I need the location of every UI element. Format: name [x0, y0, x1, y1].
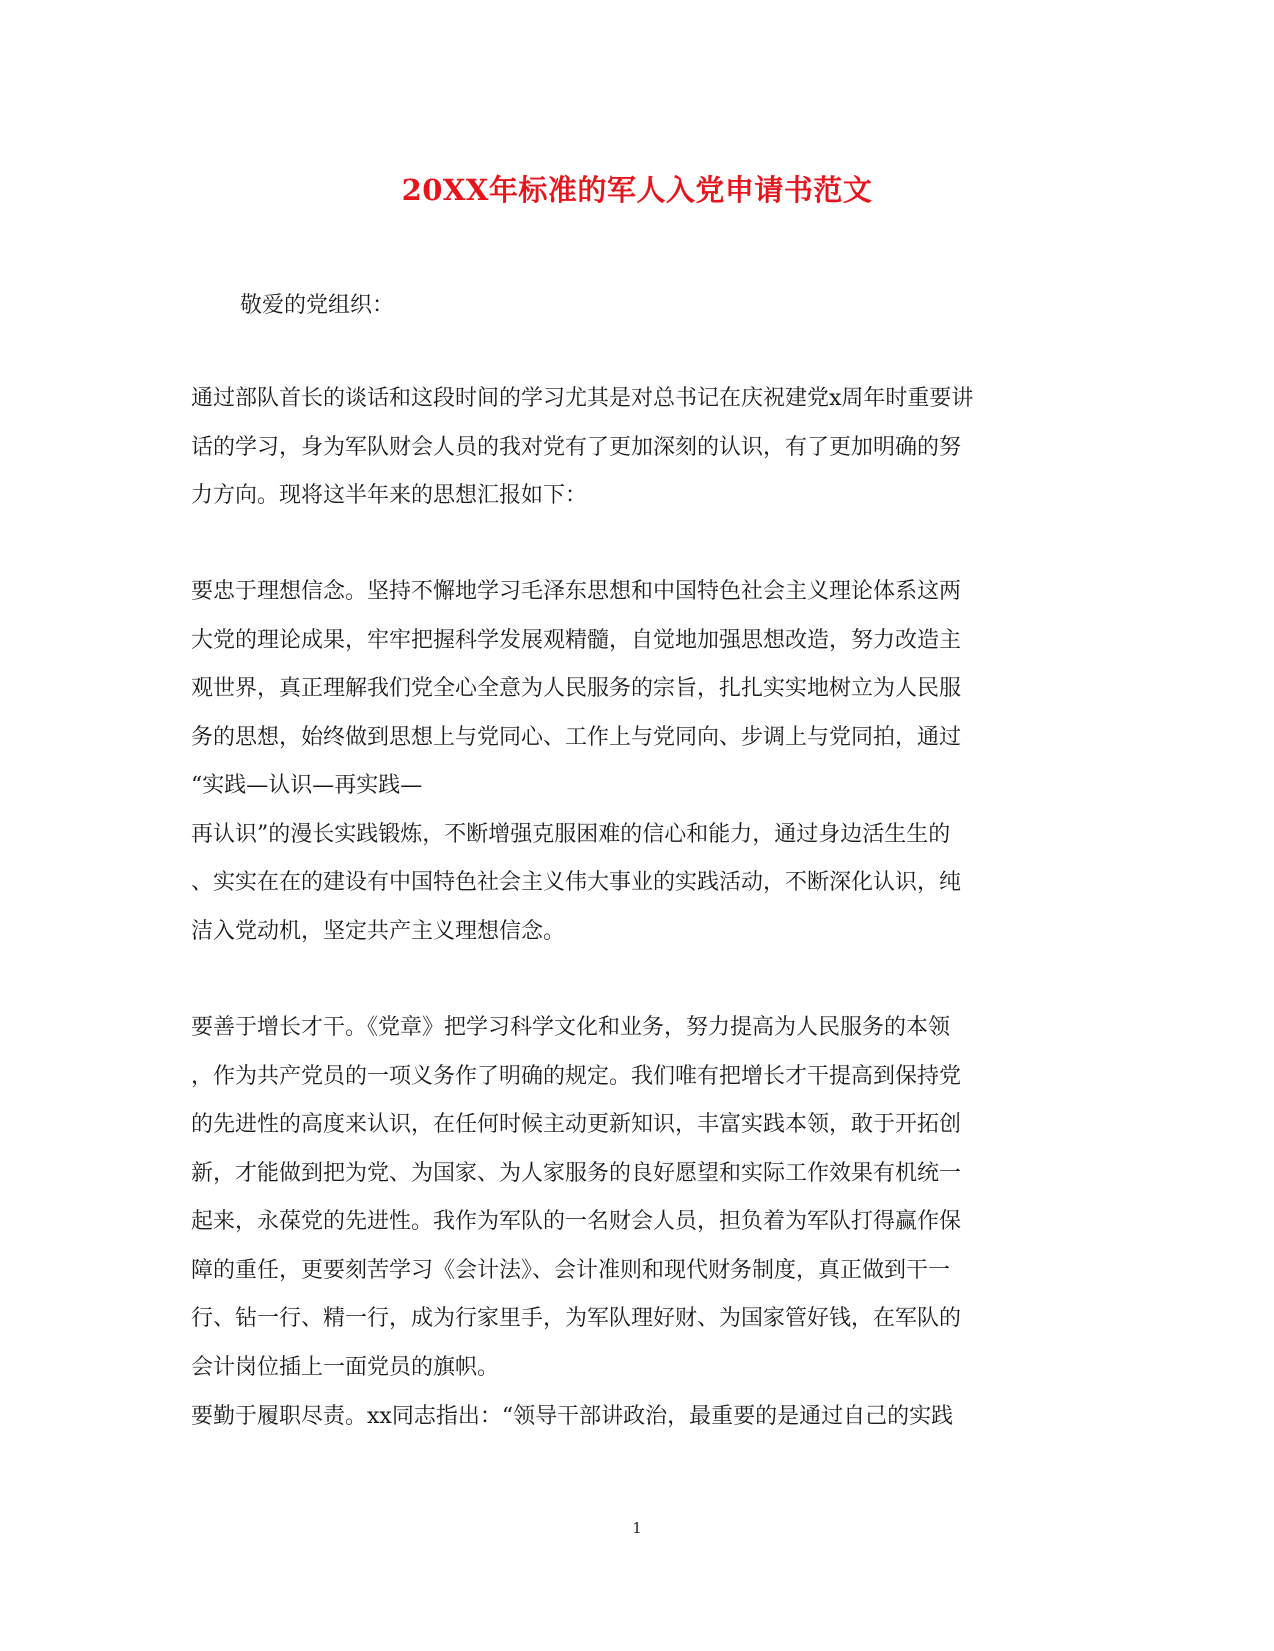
paragraph-line: 通过部队首长的谈话和这段时间的学习尤其是对总书记在庆祝建党x周年时重要讲: [191, 386, 974, 411]
paragraph-line: 话的学习，身为军队财会人员的我对党有了更加深刻的认识，有了更加明确的努: [191, 434, 962, 460]
paragraph-line: 洁入党动机，坚定共产主义理想信念。: [191, 918, 566, 944]
paragraph-2: [191, 568, 1071, 956]
paragraph-line: 务的思想，始终做到思想上与党同心、工作上与党同向、步调上与党同拍，通过: [191, 724, 962, 750]
paragraph-line: 要勤于履职尽责。xx同志指出：“领导干部讲政治，最重要的是通过自己的实践: [191, 1404, 954, 1429]
salutation: 敬爱的党组织：: [240, 293, 395, 318]
paragraph-line: 大党的理论成果，牢牢把握科学发展观精髓，自觉地加强思想改造，努力改造主: [191, 627, 962, 653]
paragraph-line: 再认识”的漫长实践锻炼，不断增强克服困难的信心和能力，通过身边活生生的: [191, 821, 951, 847]
paragraph-line: 、实实在在的建设有中国特色社会主义伟大事业的实践活动，不断深化认识，纯: [191, 870, 962, 895]
paragraph-4: [191, 1393, 1071, 1442]
paragraph-line: 要忠于理想信念。坚持不懈地学习毛泽东思想和中国特色社会主义理论体系这两: [191, 579, 962, 604]
paragraph-line: 力方向。现将这半年来的思想汇报如下：: [191, 483, 588, 508]
paragraph-line: 的先进性的高度来认识，在任何时候主动更新知识，丰富实践本领，敢于开拓创: [191, 1112, 962, 1137]
paragraph-line: 新，才能做到把为党、为国家、为人家服务的良好愿望和实际工作效果有机统一: [191, 1160, 962, 1186]
paragraph-line: 观世界，真正理解我们党全心全意为人民服务的宗旨，扎扎实实地树立为人民服: [191, 676, 962, 701]
paragraph-line: 行、钻一行、精一行，成为行家里手，为军队理好财、为国家管好钱，在军队的: [191, 1306, 962, 1331]
paragraph-line: ，作为共产党员的一项义务作了明确的规定。我们唯有把增长才干提高到保持党: [191, 1063, 962, 1089]
paragraph-line: 会计岗位插上一面党员的旗帜。: [191, 1354, 500, 1380]
paragraph-3: [191, 1004, 1071, 1392]
paragraph-1: [191, 375, 1071, 521]
document-title: 20XX年标准的军人入党申请书范文: [401, 173, 873, 207]
paragraph-line: 障的重任，更要刻苦学习《会计法》、会计准则和现代财务制度，真正做到干一: [191, 1257, 951, 1283]
page-number: 1: [632, 1519, 642, 1537]
paragraph-line: “实践—认识—再实践—: [191, 773, 423, 798]
paragraph-line: 要善于增长才干。《党章》把学习科学文化和业务，努力提高为人民服务的本领: [191, 1015, 951, 1040]
paragraph-line: 起来，永葆党的先进性。我作为军队的一名财会人员，担负着为军队打得赢作保: [191, 1209, 962, 1234]
